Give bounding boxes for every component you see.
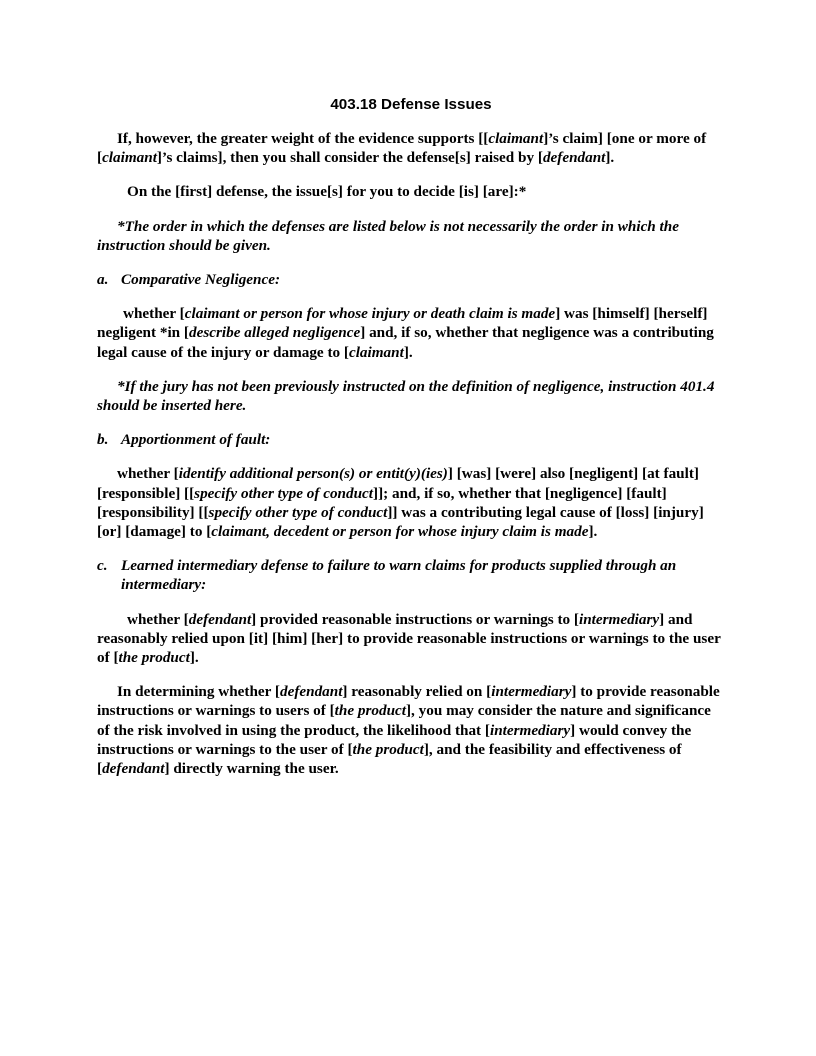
issue-paragraph: On the [first] defense, the issue[s] for you to decide [is] [are]:*	[127, 183, 527, 201]
order-note: *The order in which the defenses are listed below is not necessarily the order in which the instruction should be given.	[97, 217, 679, 254]
defense-a-heading	[97, 270, 725, 289]
defense-b-heading	[97, 430, 725, 449]
defense-a-title: Comparative Negligence:	[121, 271, 281, 289]
final-paragraph: In determining whether [defendant] reasonably relied on [intermediary] to provide reasonable instructions or warnings to users of [the product], you may consider the nature and significance of the risk involved in using the product, the likelihood that [intermediary] would convey the instructions or warnings to the user of [the product], and the feasibility and effectiveness of [defendant] directly warning the user.	[97, 683, 720, 778]
defense-a-label: a.	[97, 271, 109, 289]
defense-b-body: whether [identify additional person(s) or entit(y)(ies)] [was] [were] also [negligent] [at fault] [responsible] [[specify other type of conduct]]; and, if so, whether that [negligence] [fault] [responsibility] [[specify other type of conduct]] was a contributing legal cause of [loss] [injury] [or] [damage] to [claimant, decedent or person for whose injury claim is made].	[97, 465, 704, 541]
defense-b-label: b.	[97, 431, 109, 449]
intro-paragraph: If, however, the greater weight of the evidence supports [[claimant]’s claim] [one or more of [claimant]’s claims], then you shall consider the defense[s] raised by [defendant].	[97, 130, 707, 167]
defense-c-body: whether [defendant] provided reasonable instructions or warnings to [intermediary] and reasonably relied upon [it] [him] [her] to provide reasonable instructions or warnings to the user of [the product].	[97, 610, 721, 667]
defense-c-label: c.	[97, 557, 108, 575]
page-title: 403.18 Defense Issues	[330, 96, 492, 113]
defense-a-body: whether [claimant or person for whose injury or death claim is made] was [himself] [herself] negligent *in [describe alleged negligence] and, if so, whether that negligence was a contributing legal cause of the injury or damage to [claimant].	[97, 305, 714, 361]
negligence-note: *If the jury has not been previously instructed on the definition of negligence, instruction 401.4 should be inserted here.	[97, 377, 715, 415]
document-body	[97, 95, 725, 793]
defense-b-title: Apportionment of fault:	[121, 431, 271, 449]
defense-c-heading	[97, 556, 725, 594]
defense-c-title: Learned intermediary defense to failure to warn claims for products supplied through an intermediary:	[121, 557, 677, 594]
